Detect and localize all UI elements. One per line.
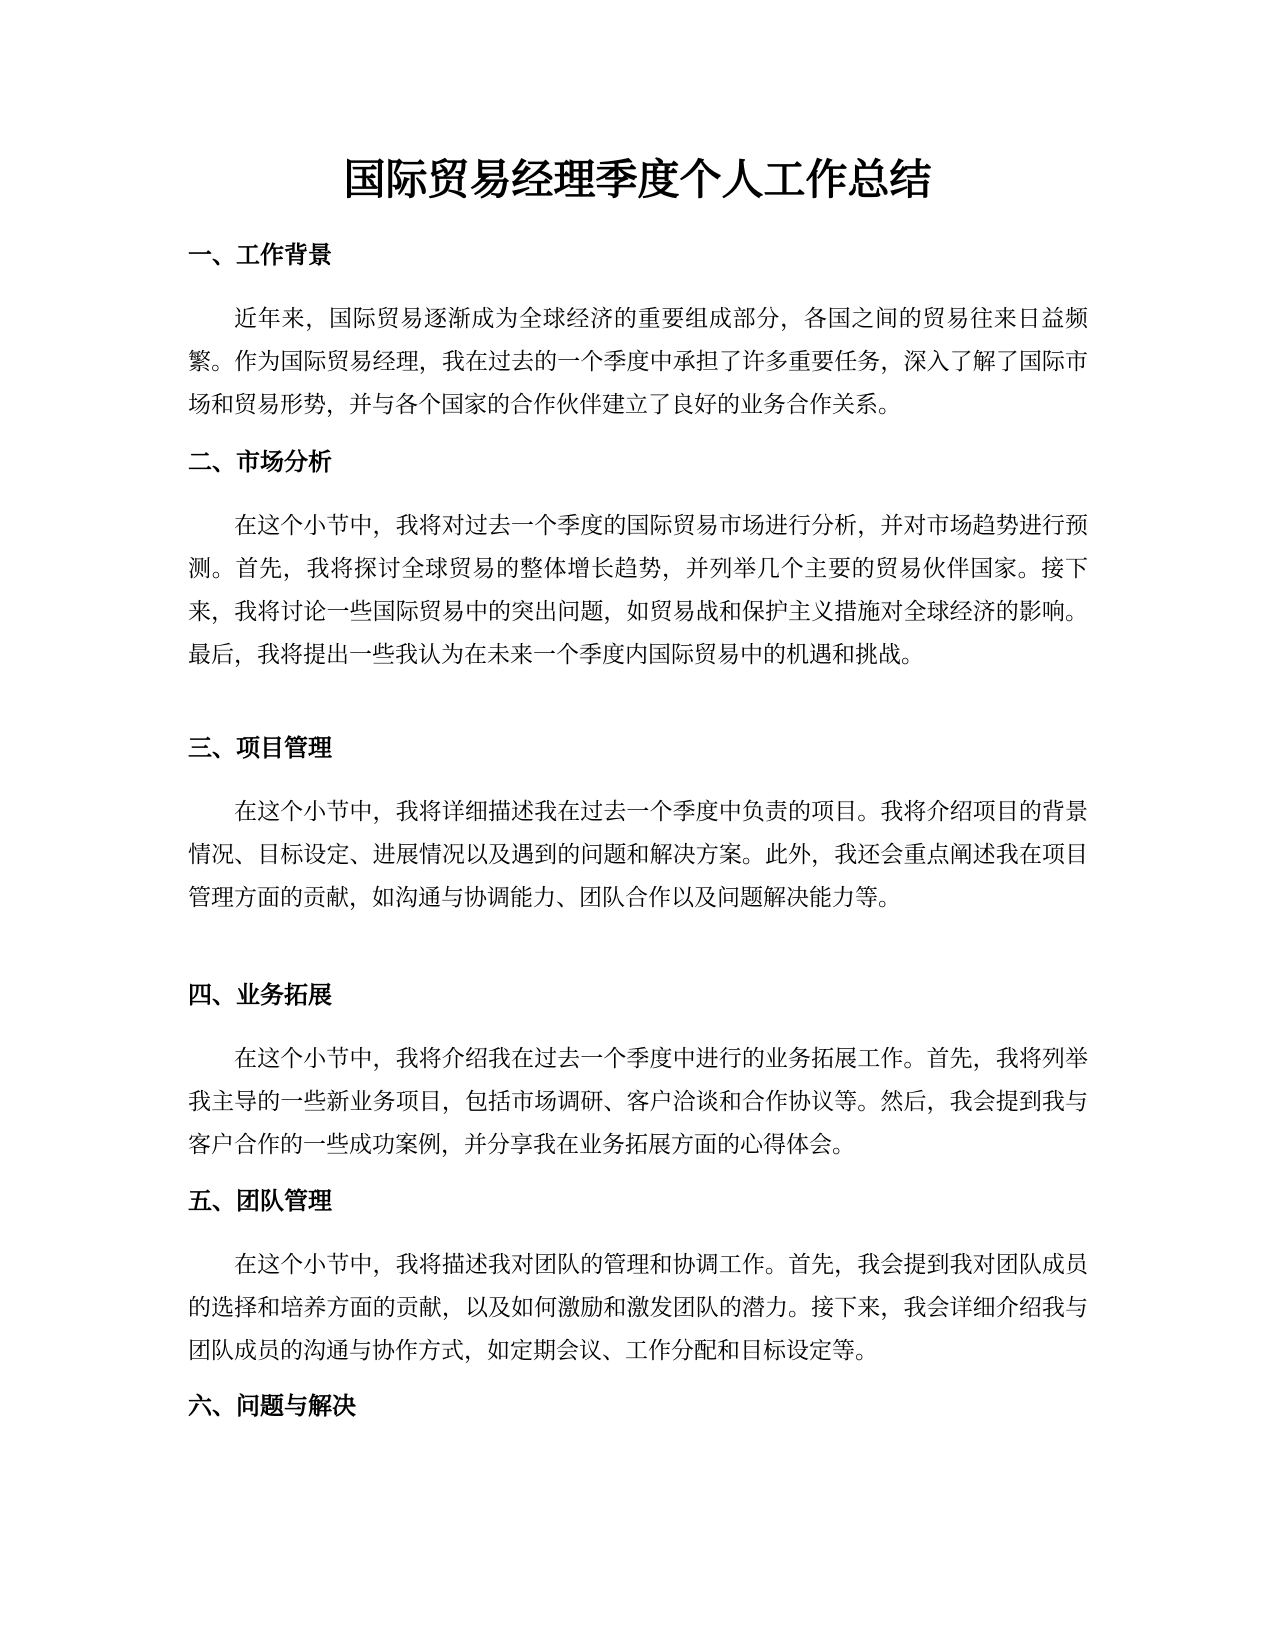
- section-body: 在这个小节中，我将详细描述我在过去一个季度中负责的项目。我将介绍项目的背景情况、目标设定、进展情况以及遇到的问题和解决方案。此外，我还会重点阐述我在项目管理方面的贡献，如沟通与协调能力、团队合作以及问题解决能力等。: [188, 799, 1088, 911]
- section-heading: 四、业务拓展: [188, 981, 332, 1009]
- section-problems-solutions: [188, 1389, 1088, 1449]
- section-heading: 三、项目管理: [188, 734, 332, 762]
- section-heading: 二、市场分析: [188, 448, 332, 476]
- section-project-management: [188, 731, 1088, 920]
- section-business-expansion: [188, 978, 1088, 1167]
- section-market-analysis: [188, 445, 1088, 677]
- section-heading: 一、工作背景: [188, 241, 332, 269]
- section-heading: 五、团队管理: [188, 1187, 332, 1215]
- section-body: 近年来，国际贸易逐渐成为全球经济的重要组成部分，各国之间的贸易往来日益频繁。作为国际贸易经理，我在过去的一个季度中承担了许多重要任务，深入了解了国际市场和贸易形势，并与各个国家的合作伙伴建立了良好的业务合作关系。: [188, 306, 1088, 418]
- section-heading: 六、问题与解决: [188, 1392, 356, 1420]
- document-title: 国际贸易经理季度个人工作总结: [343, 155, 932, 204]
- section-work-background: [188, 238, 1088, 427]
- section-body: 在这个小节中，我将对过去一个季度的国际贸易市场进行分析，并对市场趋势进行预测。首先，我将探讨全球贸易的整体增长趋势，并列举几个主要的贸易伙伴国家。接下来，我将讨论一些国际贸易中的突出问题，如贸易战和保护主义措施对全球经济的影响。最后，我将提出一些我认为在未来一个季度内国际贸易中的机遇和挑战。: [188, 513, 1088, 668]
- section-team-management: [188, 1184, 1088, 1373]
- section-body: 在这个小节中，我将介绍我在过去一个季度中进行的业务拓展工作。首先，我将列举我主导的一些新业务项目，包括市场调研、客户洽谈和合作协议等。然后，我会提到我与客户合作的一些成功案例，并分享我在业务拓展方面的心得体会。: [188, 1046, 1088, 1158]
- section-body: 在这个小节中，我将描述我对团队的管理和协调工作。首先，我会提到我对团队成员的选择和培养方面的贡献，以及如何激励和激发团队的潜力。接下来，我会详细介绍我与团队成员的沟通与协作方式，如定期会议、工作分配和目标设定等。: [188, 1252, 1088, 1364]
